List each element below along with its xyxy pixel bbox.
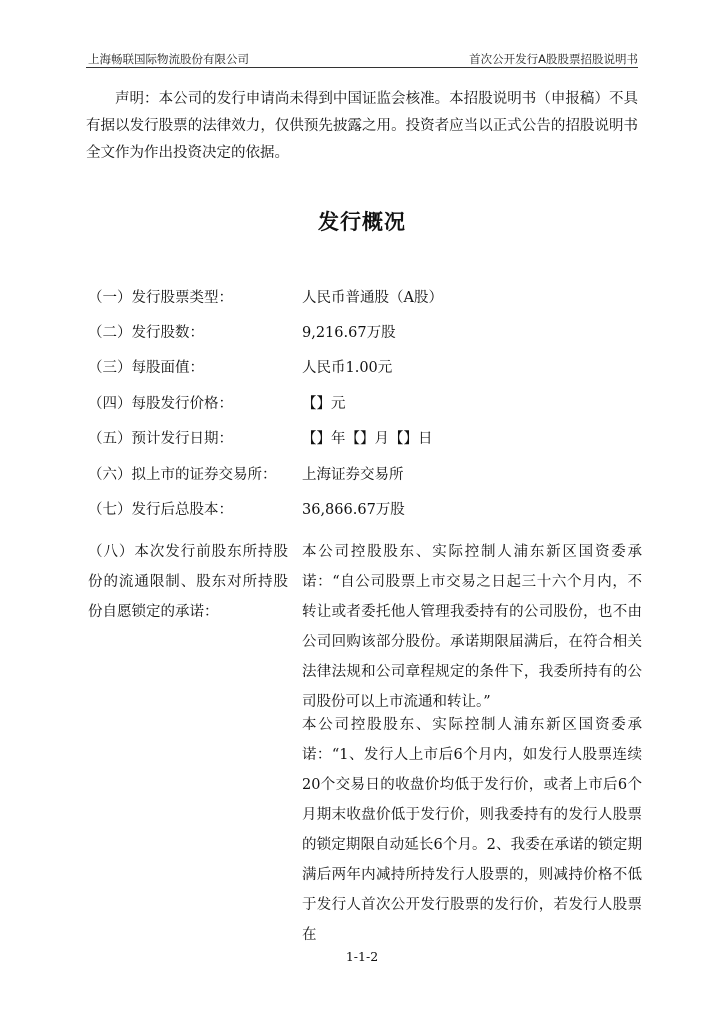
header-document-title: 首次公开发行A股股票招股说明书 [469,52,638,66]
row-label-issue-date: （五）预计发行日期： [88,431,233,447]
page-number: 1-1-2 [345,949,379,964]
header-divider [86,67,638,68]
section-title: 发行概况 [318,209,406,234]
row-label-issue-shares: （二）发行股数： [88,325,204,341]
row-value-stock-type: 人民币普通股（A股） [302,290,443,306]
row-value-issue-shares: 9,216.67万股 [302,325,396,341]
row-value-par-value: 人民币1.00元 [302,360,393,376]
row-label-par-value: （三）每股面值： [88,360,204,376]
lockup-paragraph-2: 本公司控股股东、实际控制人浦东新区国资委承诺：“1、发行人上市后6个月内，如发行人股票连续20个交易日的收盘价均低于发行价，或者上市后6个月期末收盘价低于发行价，则我委持有的发行人股票的锁定期限自动延长6个月。2、我委在承诺的锁定期满后两年内减持所持发行人股票的，则减持价格不低于发行人首次公开发行股票的发行价，若发行人股票在 [302,717,642,943]
row-label-stock-type: （一）发行股票类型： [88,290,233,306]
row-value-issue-price: 【】元 [302,396,346,412]
row-label-issue-price: （四）每股发行价格： [88,396,233,412]
row-value-exchange: 上海证券交易所 [302,467,404,483]
row-value-issue-date: 【】年【】月【】日 [302,431,433,447]
lockup-paragraph-1: 本公司控股股东、实际控制人浦东新区国资委承诺：“自公司股票上市交易之日起三十六个月内，不转让或者委托他人管理我委持有的公司股份，也不由公司回购该部分股份。承诺期限届满后，在符合相关法律法规和公司章程规定的条件下，我委所持有的公司股份可以上市流通和转让。” [302,544,642,710]
row-value-total-shares: 36,866.67万股 [302,502,405,518]
row-label-exchange: （六）拟上市的证券交易所： [88,467,277,483]
row-label-total-shares: （七）发行后总股本： [88,502,233,518]
row-label-lockup: （八）本次发行前股东所持股份的流通限制、股东对所持股份自愿锁定的承诺： [88,544,288,620]
declaration-text: 声明：本公司的发行申请尚未得到中国证监会核准。本招股说明书（申报稿）不具有据以发行股票的法律效力，仅供预先披露之用。投资者应当以正式公告的招股说明书全文作为作出投资决定的依据。 [86,91,638,161]
header-company-name: 上海畅联国际物流股份有限公司 [88,52,249,66]
